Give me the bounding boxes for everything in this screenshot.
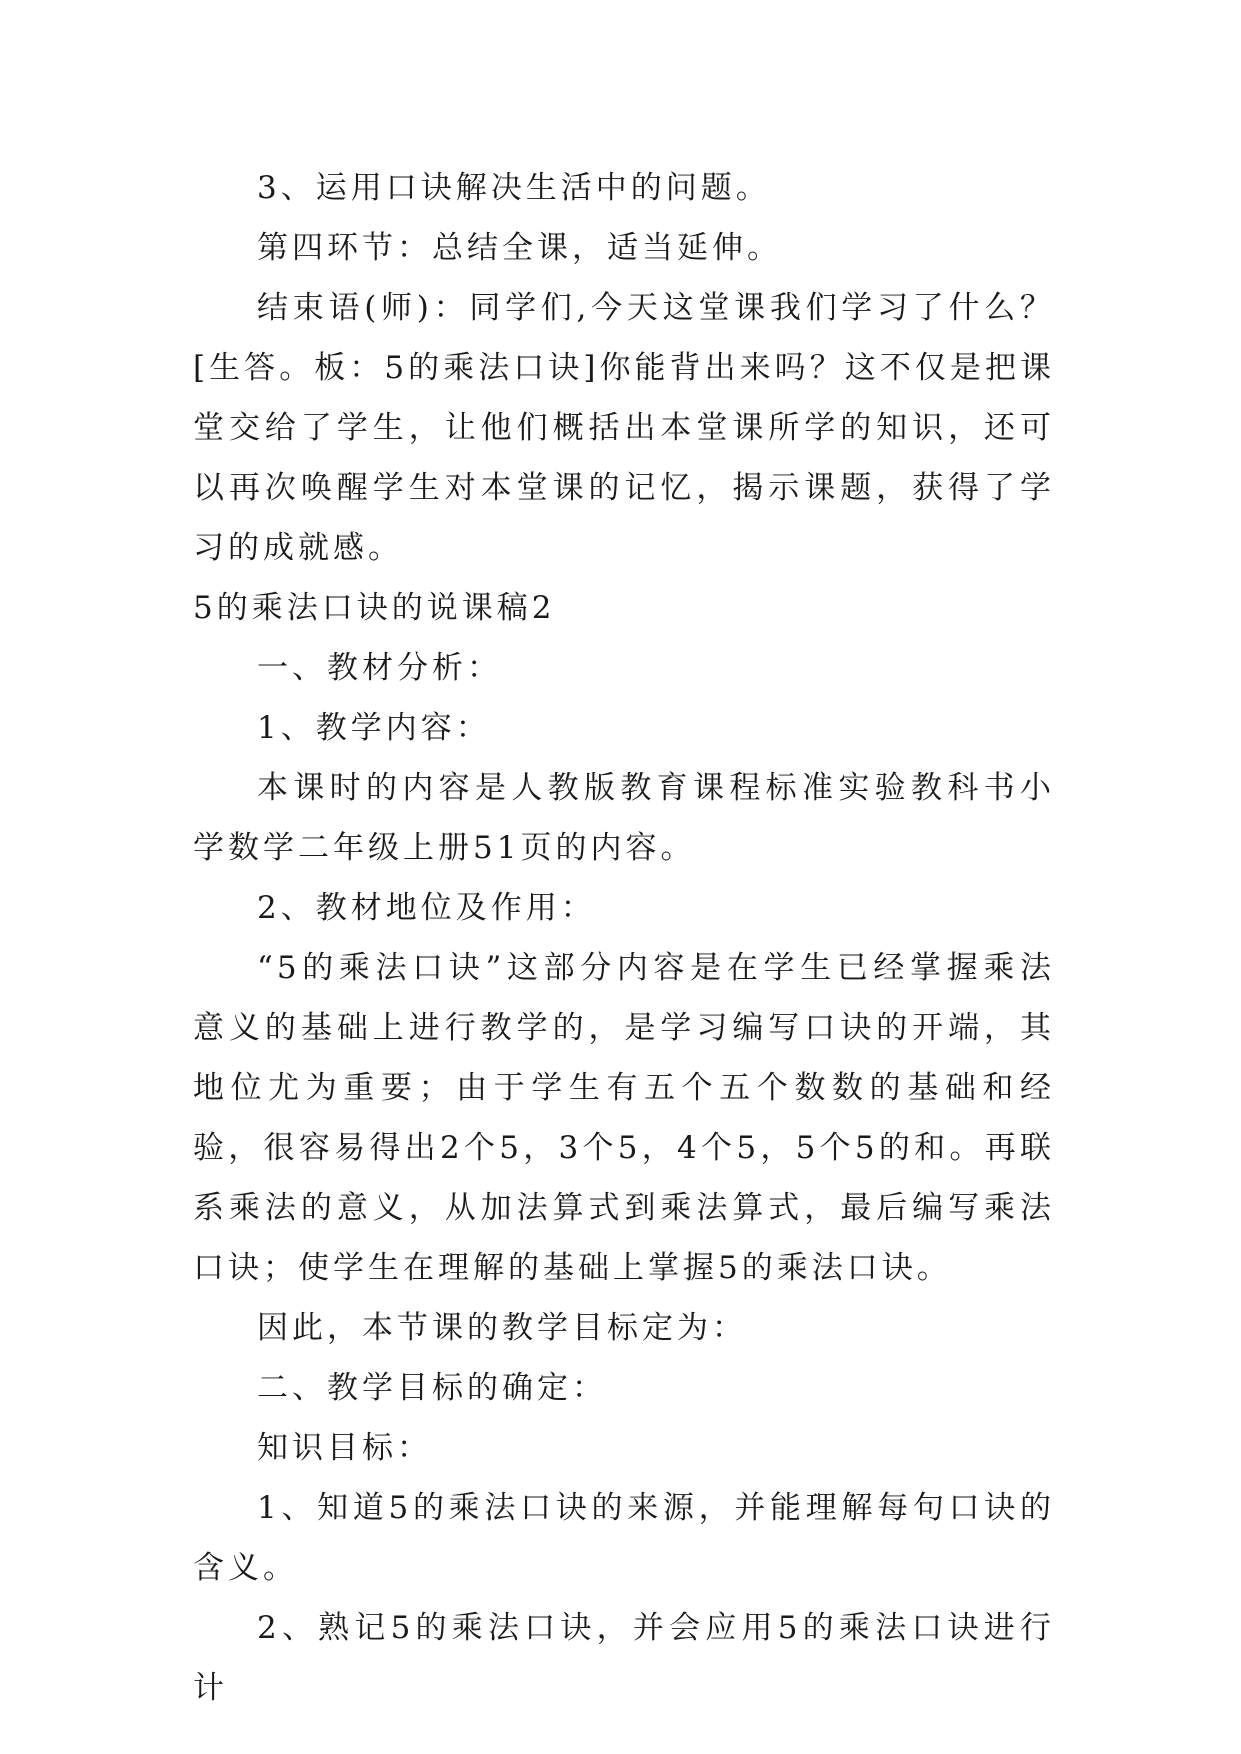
paragraph-7: 本课时的内容是人教版教育课程标准实验教科书小学数学二年级上册51页的内容。 <box>193 770 1055 866</box>
paragraph-13: 1、知道5的乘法口诀的来源，并能理解每句口诀的含义。 <box>193 1490 1055 1586</box>
paragraph-8: 2、教材地位及作用： <box>257 890 596 926</box>
paragraph-12: 知识目标： <box>257 1430 432 1466</box>
paragraph-1: 3、运用口诀解决生活中的问题。 <box>257 170 771 206</box>
document-body <box>193 158 1055 1718</box>
paragraph-9: “5的乘法口诀”这部分内容是在学生已经掌握乘法意义的基础上进行教学的，是学习编写口诀的开端，其地位尤为重要；由于学生有五个五个数数的基础和经验，很容易得出2个5，3个5，4个5，5个5的和。再联系乘法的意义，从加法算式到乘法算式，最后编写乘法口诀；使学生在理解的基础上掌握5的乘法口诀。 <box>193 950 1055 1286</box>
paragraph-11: 二、教学目标的确定： <box>257 1370 607 1406</box>
paragraph-10: 因此，本节课的教学目标定为： <box>257 1310 747 1346</box>
paragraph-6: 1、教学内容： <box>257 710 491 746</box>
paragraph-5: 一、教材分析： <box>257 650 502 686</box>
section-title: 5的乘法口诀的说课稿2 <box>193 590 556 626</box>
paragraph-2: 第四环节：总结全课，适当延伸。 <box>257 230 782 266</box>
paragraph-14: 2、熟记5的乘法口诀，并会应用5的乘法口诀进行计 <box>193 1610 1055 1706</box>
paragraph-3: 结束语(师)：同学们,今天这堂课我们学习了什么？[生答。板：5的乘法口诀]你能背出来吗？这不仅是把课堂交给了学生，让他们概括出本堂课所学的知识，还可以再次唤醒学生对本堂课的记忆，揭示课题，获得了学习的成就感。 <box>193 290 1055 566</box>
